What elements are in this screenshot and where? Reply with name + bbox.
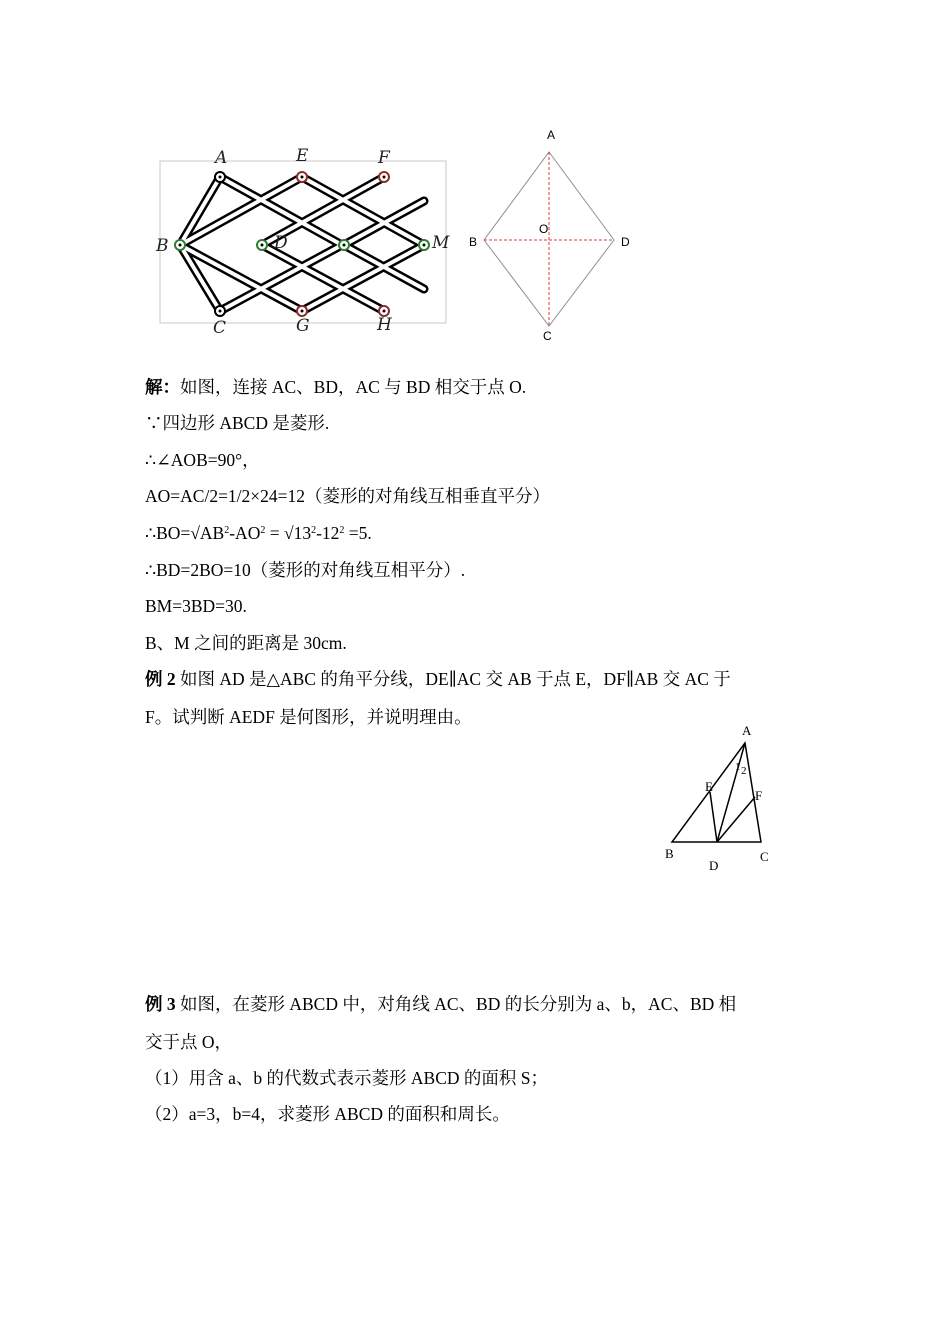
lattice-label-h: H [377, 315, 392, 335]
triangle-label-f: F [755, 788, 763, 803]
example2-line-2: F。试判断 AEDF 是何图形，并说明理由。 [145, 707, 472, 727]
lattice-label-c: C [213, 318, 227, 338]
lattice-bars-inner [180, 177, 424, 311]
solution-line-1 [145, 375, 526, 399]
example3-question-1: （1）用含 a、b 的代数式表示菱形 ABCD 的面积 S； [145, 1068, 548, 1088]
lattice-label-f: F [378, 148, 390, 168]
lattice-label-g: G [296, 316, 310, 336]
example2-line-1 [145, 667, 731, 691]
bo-part-e: =5. [344, 523, 372, 543]
triangle-lines [672, 743, 761, 842]
angle-label-2: 2 [741, 765, 747, 777]
solution-line-6: ∴BD=2BO=10（菱形的对角线互相平分）. [145, 560, 466, 580]
lattice-label-d: D [274, 233, 288, 253]
bo-sup-4: 2 [339, 525, 345, 536]
example2-label: 例 2 [145, 669, 176, 689]
bo-part-a: ∴BO=√AB [145, 523, 225, 543]
example3-line-1 [145, 992, 736, 1016]
triangle-label-c: C [760, 849, 769, 864]
bo-part-b: -AO [229, 523, 261, 543]
triangle-label-a: A [742, 723, 752, 738]
example3-line-2: 交于点 O， [145, 1032, 233, 1052]
example3-question-2: （2）a=3，b=4，求菱形 ABCD 的面积和周长。 [145, 1104, 510, 1124]
triangle-label-b: B [665, 846, 674, 861]
bo-sup-3: 2 [311, 525, 317, 536]
angle-label-1: 1 [735, 761, 741, 773]
triangle-label-e: E [705, 779, 713, 794]
lattice-label-a: A [215, 148, 228, 168]
example2-text-1: 如图 AD 是△ABC 的角平分线，DE∥AC 交 AB 于点 E，DF∥AB 交 AC 于 [175, 669, 731, 689]
triangle-figure [658, 720, 778, 875]
bo-part-d: -12 [316, 523, 340, 543]
solution-line-5 [145, 521, 372, 545]
example3-label: 例 3 [145, 994, 176, 1014]
lattice-label-b: B [156, 236, 169, 256]
rhombus-label-d: D [621, 235, 630, 249]
bo-sup-2: 2 [260, 525, 266, 536]
lattice-bars-outer [180, 177, 424, 311]
solution-line-4: AO=AC/2=1/2×24=12（菱形的对角线互相垂直平分） [145, 486, 551, 506]
triangle-label-d: D [709, 858, 719, 873]
lattice-figure [150, 145, 455, 340]
bo-part-c: = √13 [265, 523, 312, 543]
lattice-label-m: M [432, 233, 450, 253]
rhombus-label-a: A [547, 128, 556, 142]
solution-text-1: 如图，连接 AC、BD，AC 与 BD 相交于点 O. [180, 377, 527, 397]
lattice-label-e: E [296, 146, 309, 166]
rhombus-label-c: C [543, 329, 552, 343]
example3-text-1: 如图，在菱形 ABCD 中，对角线 AC、BD 的长分别为 a、b，AC、BD 相 [175, 994, 737, 1014]
rhombus-figure [460, 125, 635, 345]
solution-lead: 解： [145, 377, 180, 397]
rhombus-label-o: O [539, 222, 549, 236]
bo-sup-1: 2 [224, 525, 230, 536]
lattice-frame [160, 161, 446, 323]
solution-line-3: ∴∠AOB=90°， [145, 450, 260, 470]
solution-line-7: BM=3BD=30. [145, 596, 247, 616]
rhombus-label-b: B [469, 235, 478, 249]
solution-line-8: B、M 之间的距离是 30cm. [145, 633, 347, 653]
solution-line-2: ∵四边形 ABCD 是菱形. [145, 413, 330, 433]
